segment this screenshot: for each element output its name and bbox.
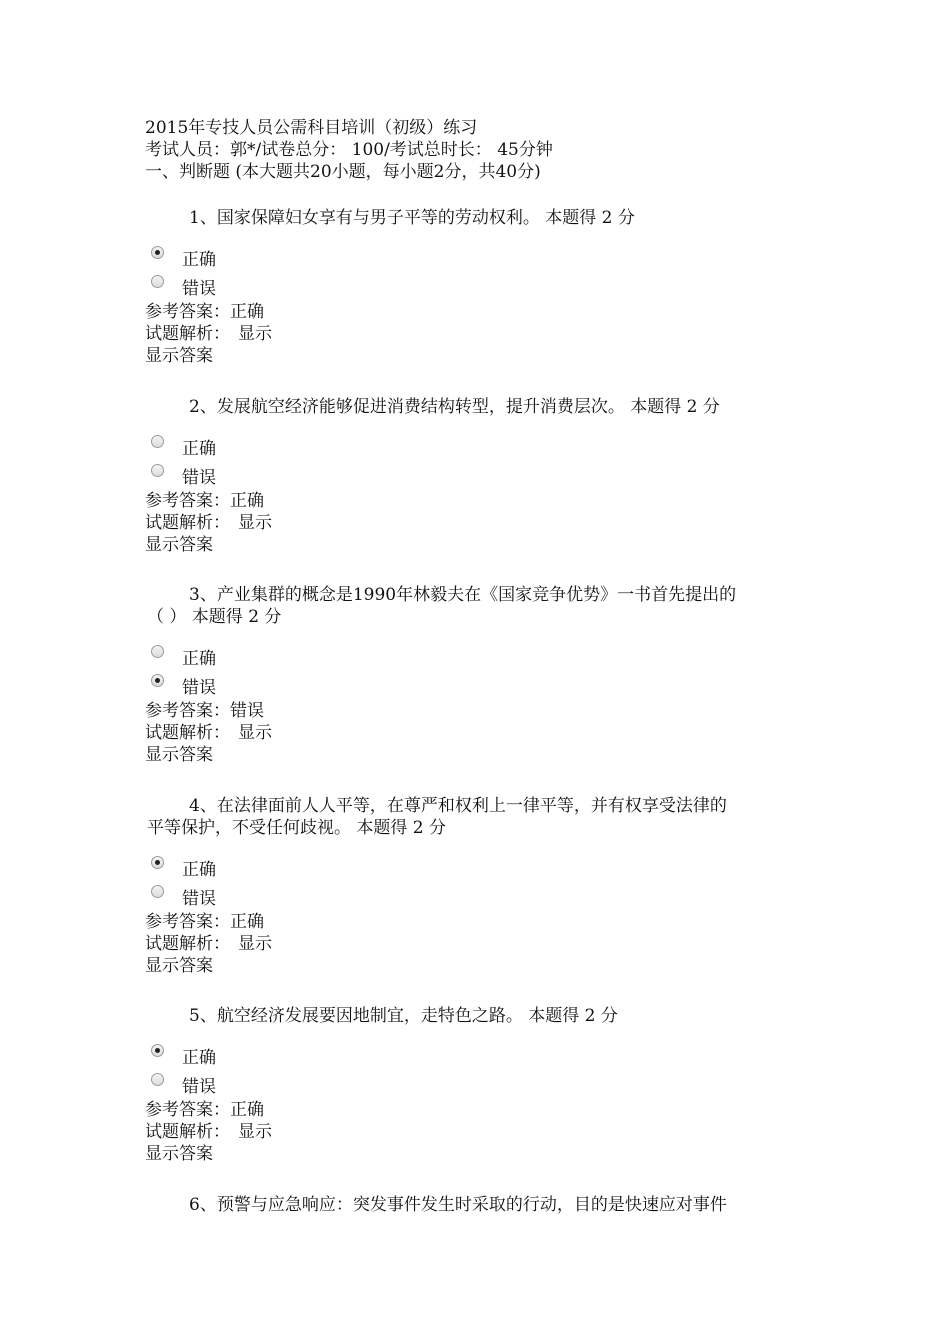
ref-answer-value: 正确 (230, 302, 264, 322)
analysis-row (145, 1121, 805, 1143)
radio-checked-icon[interactable] (151, 246, 164, 259)
question-text (145, 584, 805, 628)
question-text: 5、航空经济发展要因地制宜，走特色之路。 本题得 2 分 (189, 1006, 618, 1026)
analysis-show-link[interactable]: 显示 (238, 1122, 272, 1142)
analysis-row (145, 722, 805, 744)
ref-answer-prefix: 参考答案： (145, 912, 230, 932)
option-false[interactable] (145, 461, 805, 490)
show-answer-link[interactable]: 显示答案 (145, 535, 213, 555)
question-text (145, 795, 805, 839)
reference-answer (145, 1099, 805, 1121)
answer-options (145, 642, 805, 700)
analysis-prefix: 试题解析： (145, 934, 230, 954)
option-label: 错误 (182, 468, 216, 488)
analysis-prefix: 试题解析： (145, 513, 230, 533)
option-true[interactable] (145, 1041, 805, 1070)
question-text-line1: 4、在法律面前人人平等，在尊严和权利上一律平等，并有权享受法律的 (189, 796, 727, 816)
option-true[interactable] (145, 642, 805, 671)
show-answer-link[interactable]: 显示答案 (145, 346, 213, 366)
option-label: 正确 (182, 250, 216, 270)
radio-checked-icon[interactable] (151, 1044, 164, 1057)
option-false[interactable] (145, 272, 805, 301)
radio-checked-icon[interactable] (151, 856, 164, 869)
option-false[interactable] (145, 882, 805, 911)
analysis-row (145, 933, 805, 955)
reference-answer (145, 700, 805, 722)
exam-info: 考试人员：郭*/试卷总分： 100/考试总时长： 45分钟 (145, 140, 553, 160)
analysis-show-link[interactable]: 显示 (238, 723, 272, 743)
option-true[interactable] (145, 853, 805, 882)
question-text-line2: （ ） 本题得 2 分 (147, 607, 282, 627)
analysis-row (145, 512, 805, 534)
answer-options (145, 432, 805, 490)
analysis-show-link[interactable]: 显示 (238, 324, 272, 344)
option-true[interactable] (145, 432, 805, 461)
question-4 (145, 795, 805, 977)
question-3 (145, 584, 805, 766)
radio-unchecked-icon[interactable] (151, 435, 164, 448)
ref-answer-prefix: 参考答案： (145, 302, 230, 322)
ref-answer-value: 正确 (230, 912, 264, 932)
ref-answer-prefix: 参考答案： (145, 1100, 230, 1120)
analysis-show-link[interactable]: 显示 (238, 513, 272, 533)
radio-unchecked-icon[interactable] (151, 885, 164, 898)
reference-answer (145, 301, 805, 323)
ref-answer-prefix: 参考答案： (145, 701, 230, 721)
radio-unchecked-icon[interactable] (151, 275, 164, 288)
ref-answer-prefix: 参考答案： (145, 491, 230, 511)
question-text: 2、发展航空经济能够促进消费结构转型，提升消费层次。 本题得 2 分 (189, 397, 720, 417)
option-label: 错误 (182, 889, 216, 909)
radio-unchecked-icon[interactable] (151, 1073, 164, 1086)
radio-unchecked-icon[interactable] (151, 645, 164, 658)
show-answer-link[interactable]: 显示答案 (145, 956, 213, 976)
exam-title: 2015年专技人员公需科目培训（初级）练习 (145, 118, 478, 138)
analysis-prefix: 试题解析： (145, 1122, 230, 1142)
analysis-row (145, 323, 805, 345)
section-heading: 一、判断题 (本大题共20小题，每小题2分，共40分) (145, 162, 541, 182)
ref-answer-value: 正确 (230, 491, 264, 511)
answer-options (145, 853, 805, 911)
question-text: 1、国家保障妇女享有与男子平等的劳动权利。 本题得 2 分 (189, 208, 635, 228)
question-5 (145, 1005, 805, 1165)
question-text-line2: 平等保护，不受任何歧视。 本题得 2 分 (147, 818, 447, 838)
option-label: 正确 (182, 439, 216, 459)
ref-answer-value: 错误 (230, 701, 264, 721)
analysis-prefix: 试题解析： (145, 723, 230, 743)
option-label: 正确 (182, 860, 216, 880)
option-label: 错误 (182, 279, 216, 299)
question-text-line1: 3、产业集群的概念是1990年林毅夫在《国家竞争优势》一书首先提出的 (189, 585, 737, 605)
show-answer-link[interactable]: 显示答案 (145, 1144, 213, 1164)
question-text: 6、预警与应急响应：突发事件发生时采取的行动，目的是快速应对事件 (189, 1195, 727, 1215)
answer-options (145, 1041, 805, 1099)
option-label: 正确 (182, 649, 216, 669)
radio-checked-icon[interactable] (151, 674, 164, 687)
analysis-show-link[interactable]: 显示 (238, 934, 272, 954)
option-false[interactable] (145, 1070, 805, 1099)
ref-answer-value: 正确 (230, 1100, 264, 1120)
reference-answer (145, 911, 805, 933)
question-6 (145, 1194, 805, 1216)
question-2 (145, 396, 805, 556)
option-label: 错误 (182, 1077, 216, 1097)
show-answer-link[interactable]: 显示答案 (145, 745, 213, 765)
option-true[interactable] (145, 243, 805, 272)
reference-answer (145, 490, 805, 512)
question-1 (145, 207, 805, 367)
analysis-prefix: 试题解析： (145, 324, 230, 344)
radio-unchecked-icon[interactable] (151, 464, 164, 477)
option-label: 正确 (182, 1048, 216, 1068)
option-false[interactable] (145, 671, 805, 700)
option-label: 错误 (182, 678, 216, 698)
answer-options (145, 243, 805, 301)
